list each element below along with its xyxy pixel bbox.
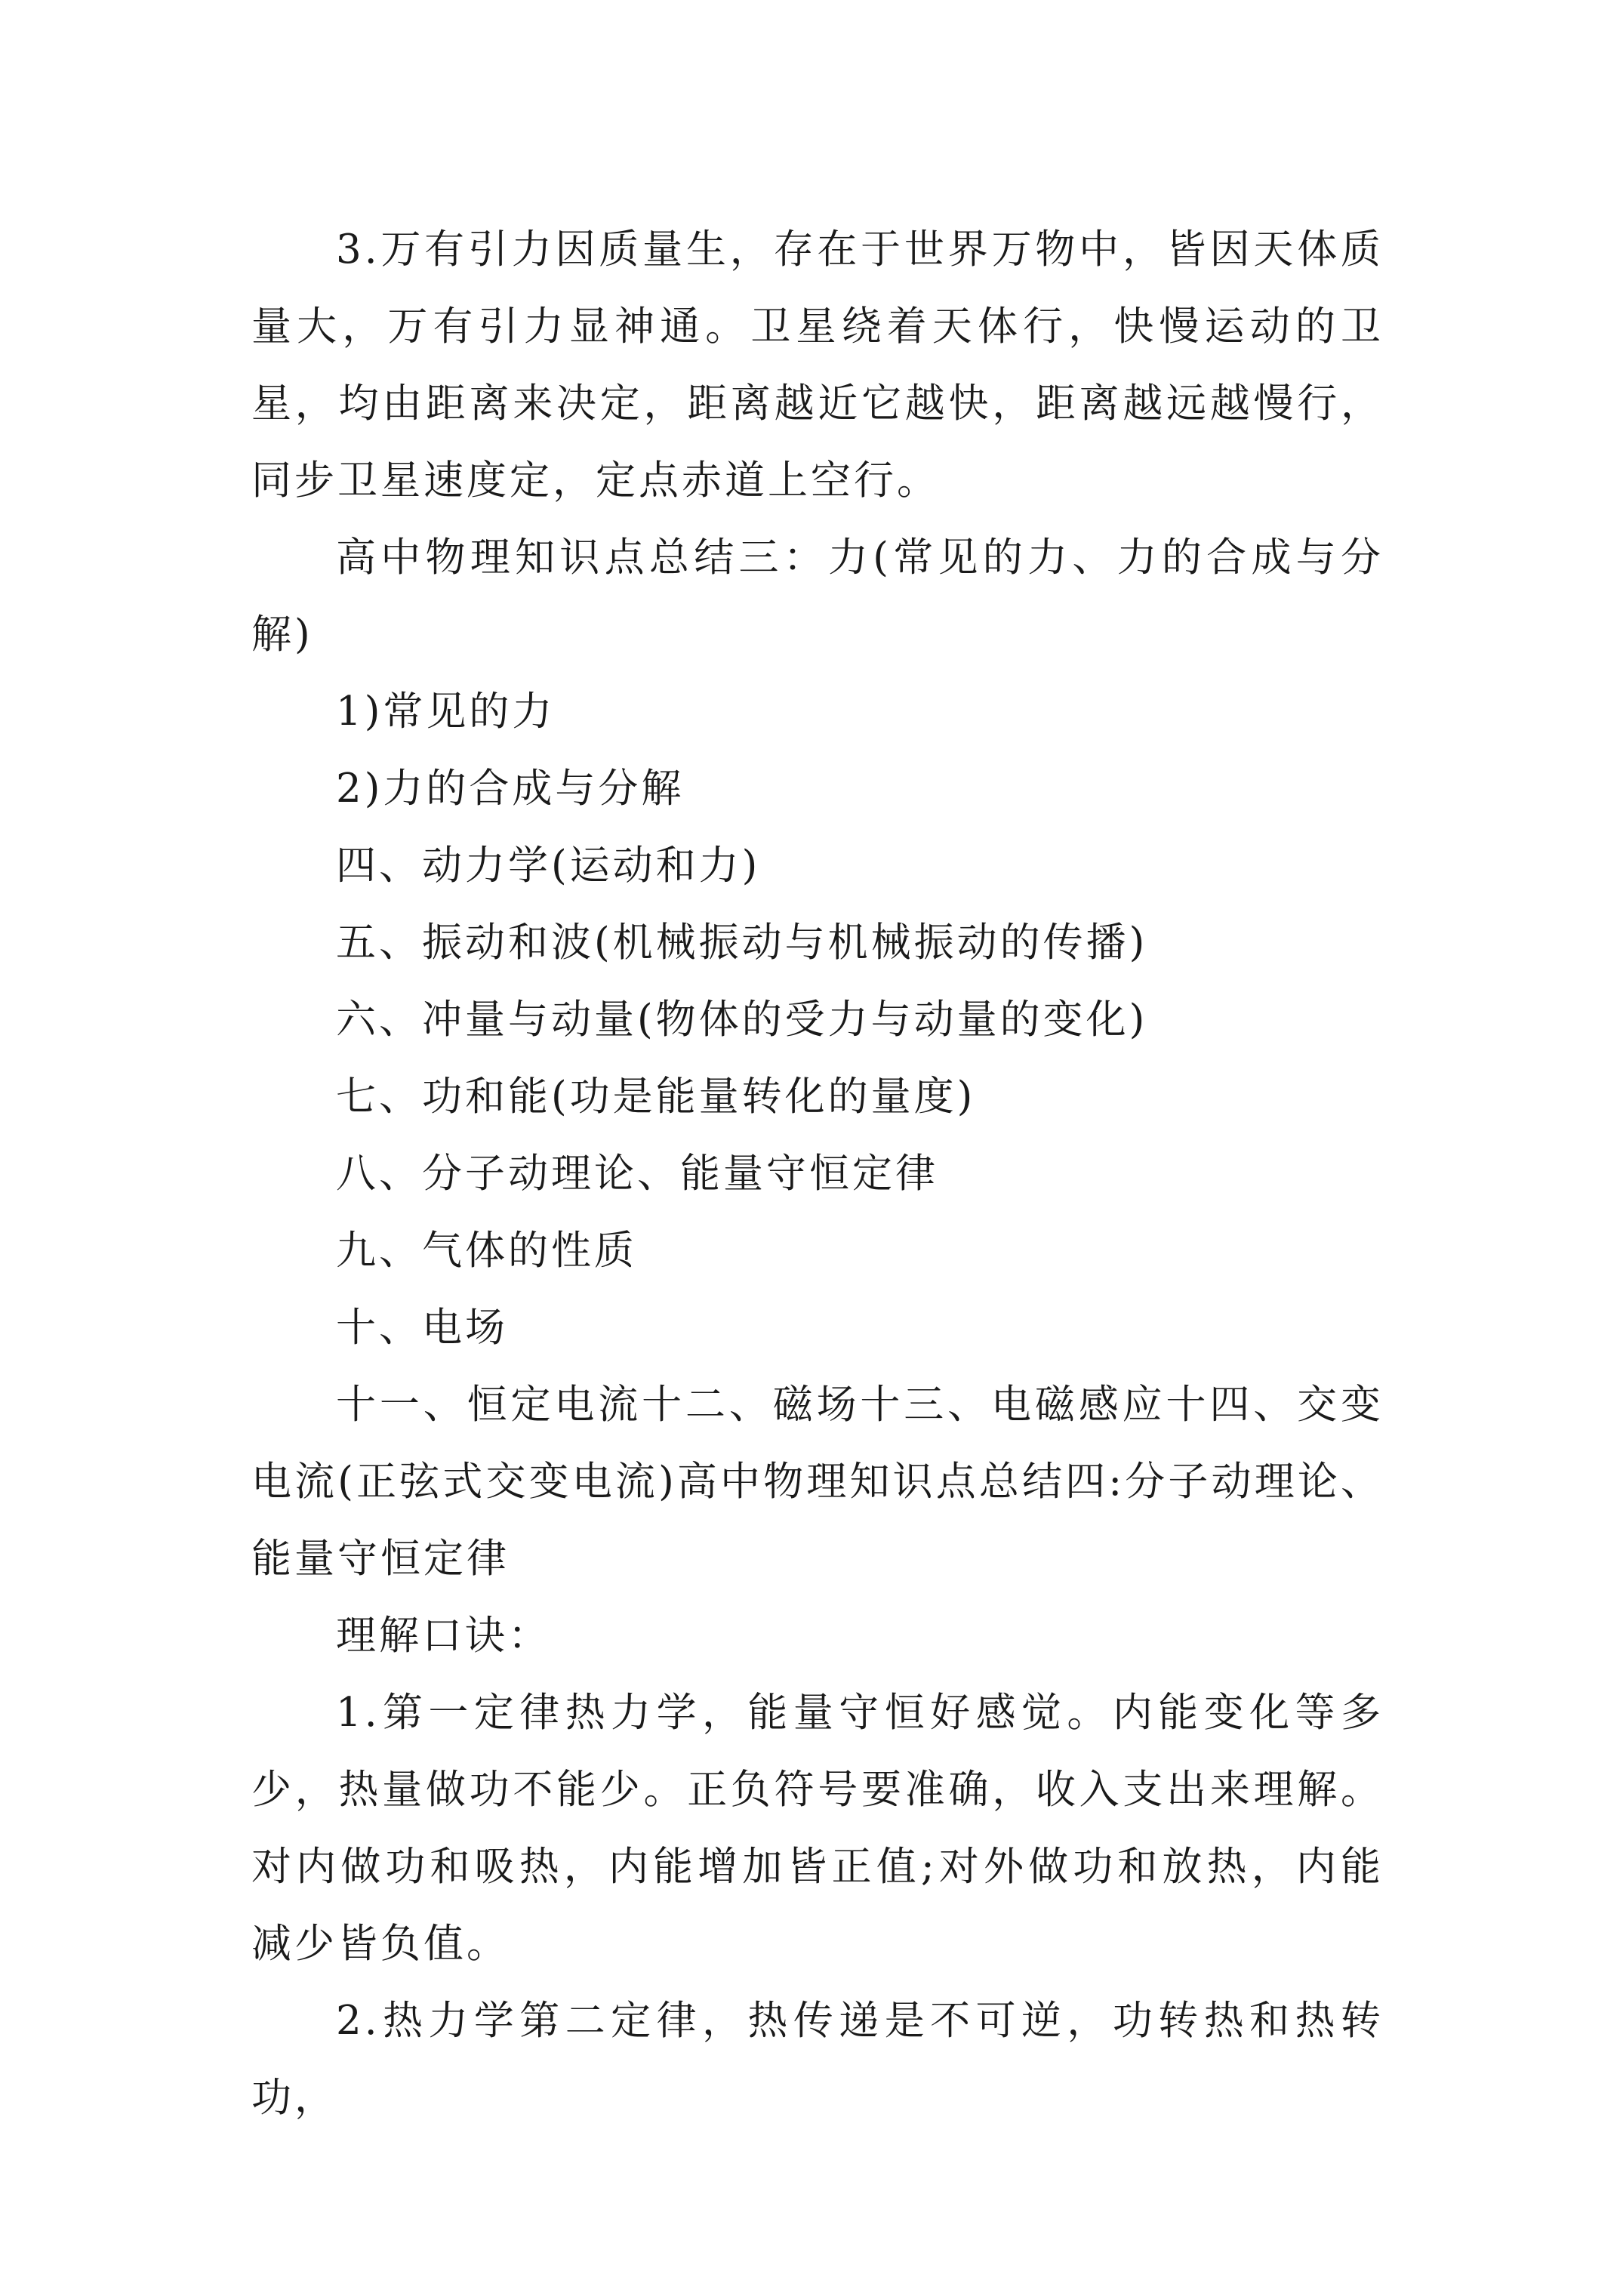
list-item-electric-field: 十、电场	[336, 1305, 508, 1351]
paragraph-circuit-topics: 十一、恒定电流十二、磁场十三、电磁感应十四、交变电流(正弦式交变电流)高中物理知识点总结四:分子动理论、能量守恒定律	[251, 1382, 1384, 1582]
list-item-dynamics: 四、动力学(运动和力)	[336, 843, 761, 889]
paragraph-gravitation-mnemonic: 3.万有引力因质量生，存在于世界万物中，皆因天体质量大，万有引力显神通。卫星绕着天体行，快慢运动的卫星，均由距离来决定，距离越近它越快，距离越远越慢行，同步卫星速度定，定点赤道上空行。	[251, 227, 1384, 504]
heading-mnemonic: 理解口诀：	[336, 1613, 551, 1659]
list-item-force-composition: 2)力的合成与分解	[336, 766, 685, 812]
paragraph-first-law: 1.第一定律热力学，能量守恒好感觉。内能变化等多少，热量做功不能少。正负符号要准确，收入支出来理解。对内做功和吸热，内能增加皆正值;对外做功和放热，内能减少皆负值。	[251, 1690, 1384, 1967]
list-item-common-forces: 1)常见的力	[336, 689, 556, 735]
document-body	[251, 211, 1384, 2137]
list-item-gas-properties: 九、气体的性质	[336, 1228, 637, 1274]
section-heading-force: 高中物理知识点总结三：力(常见的力、力的合成与分解)	[251, 535, 1384, 658]
list-item-impulse-momentum: 六、冲量与动量(物体的受力与动量的变化)	[336, 997, 1148, 1043]
list-item-molecular-theory: 八、分子动理论、能量守恒定律	[336, 1151, 938, 1197]
list-item-vibration-waves: 五、振动和波(机械振动与机械振动的传播)	[336, 920, 1148, 966]
paragraph-second-law: 2.热力学第二定律，热传递是不可逆，功转热和热转功，	[251, 1998, 1384, 2121]
list-item-work-energy: 七、功和能(功是能量转化的量度)	[336, 1074, 976, 1120]
